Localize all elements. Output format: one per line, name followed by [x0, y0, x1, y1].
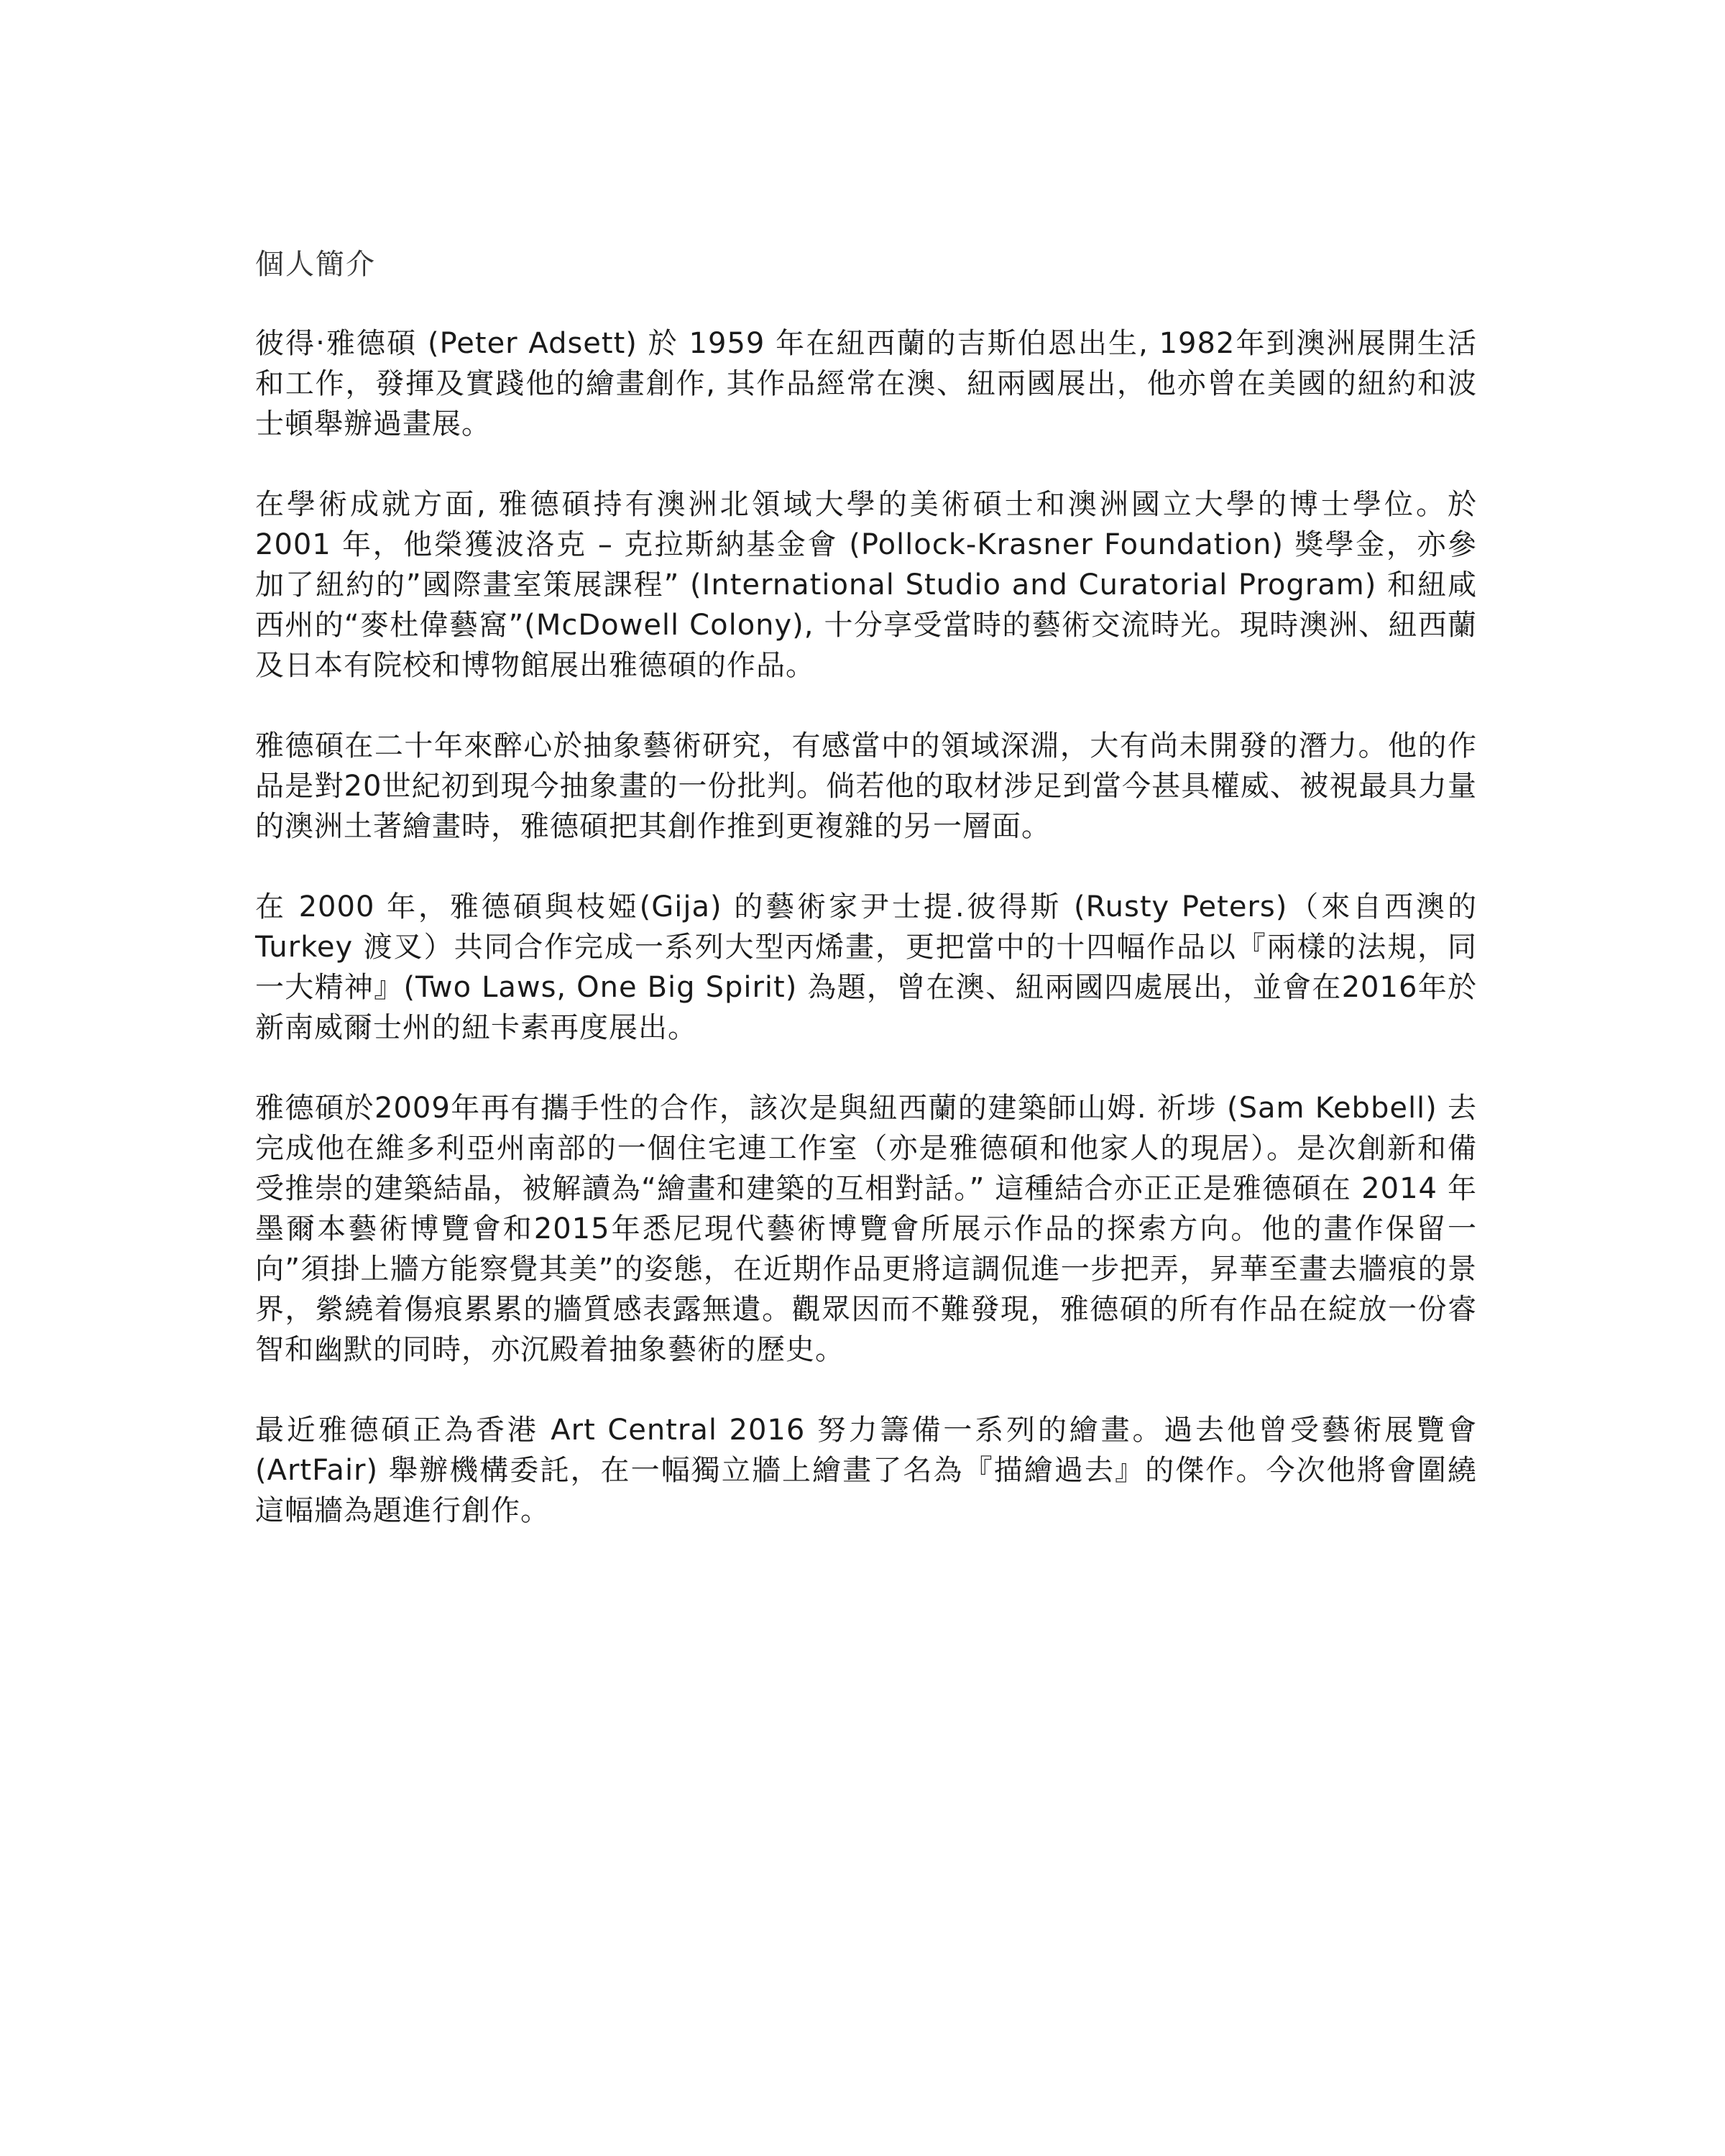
page-title: 個人簡介: [255, 248, 376, 281]
document-page: [255, 244, 1477, 1571]
paragraph-art-central: 最近雅德碩正為香港 Art Central 2016 努力籌備一系列的繪畫。過去他曾受藝術展覽會 (ArtFair) 舉辦機構委託，在一幅獨立牆上繪畫了名為『描繪過去』的傑作。今次他將會圍繞這幅牆為題進行創作。: [255, 1414, 1477, 1527]
paragraph-birth-career: 彼得‧雅德碩 (Peter Adsett) 於 1959 年在紐西蘭的吉斯伯恩出生, 1982年到澳洲展開生活和工作，發揮及實踐他的繪畫創作, 其作品經常在澳、紐兩國展出，他亦曾在美國的紐約和波士頓舉辦過畫展。: [255, 327, 1477, 441]
paragraph-abstract-art: 雅德碩在二十年來醉心於抽象藝術研究，有感當中的領域深淵，大有尚未開發的潛力。他的作品是對20世紀初到現今抽象畫的一份批判。倘若他的取材涉足到當今甚具權威、被視最具力量的澳洲土著繪畫時，雅德碩把其創作推到更複雜的另一層面。: [255, 729, 1477, 843]
paragraph-collaboration-2000: 在 2000 年，雅德碩與枝婭(Gija) 的藝術家尹士提.彼得斯 (Rusty Peters)（來自西澳的 Turkey 渡叉）共同合作完成一系列大型丙烯畫，更把當中的十四幅作品以『兩樣的法規，同一大精神』(Two Laws, One Big Spirit) 為題，曾在澳、紐兩國四處展出，並會在2016年於新南威爾士州的紐卡素再度展出。: [255, 890, 1477, 1044]
paragraph-academic: 在學術成就方面, 雅德碩持有澳洲北領域大學的美術碩士和澳洲國立大學的博士學位。於 2001 年，他榮獲波洛克 – 克拉斯納基金會 (Pollock-Krasner Foundation) 獎學金，亦參加了紐約的”國際畫室策展課程” (International Studio and Curatorial Program) 和紐咸西州的“麥杜偉藝窩”(McDowell Colony), 十分享受當時的藝術交流時光。現時澳洲、紐西蘭及日本有院校和博物館展出雅德碩的作品。: [255, 488, 1477, 682]
paragraph-collaboration-2009: 雅德碩於2009年再有攜手性的合作，該次是與紐西蘭的建築師山姆. 祈埗 (Sam Kebbell) 去完成他在維多利亞州南部的一個住宅連工作室（亦是雅德碩和他家人的現居）。是次創新和備受推崇的建築結晶，被解讀為“繪畫和建築的互相對話。” 這種結合亦正正是雅德碩在 2014 年墨爾本藝術博覽會和2015年悉尼現代藝術博覽會所展示作品的探索方向。他的畫作保留一向”須掛上牆方能察覺其美”的姿態，在近期作品更將這調侃進一步把弄，昇華至畫去牆痕的景界，縈繞着傷痕累累的牆質感表露無遺。觀眾因而不難發現，雅德碩的所有作品在綻放一份睿智和幽默的同時，亦沉殿着抽象藝術的歷史。: [255, 1092, 1477, 1366]
